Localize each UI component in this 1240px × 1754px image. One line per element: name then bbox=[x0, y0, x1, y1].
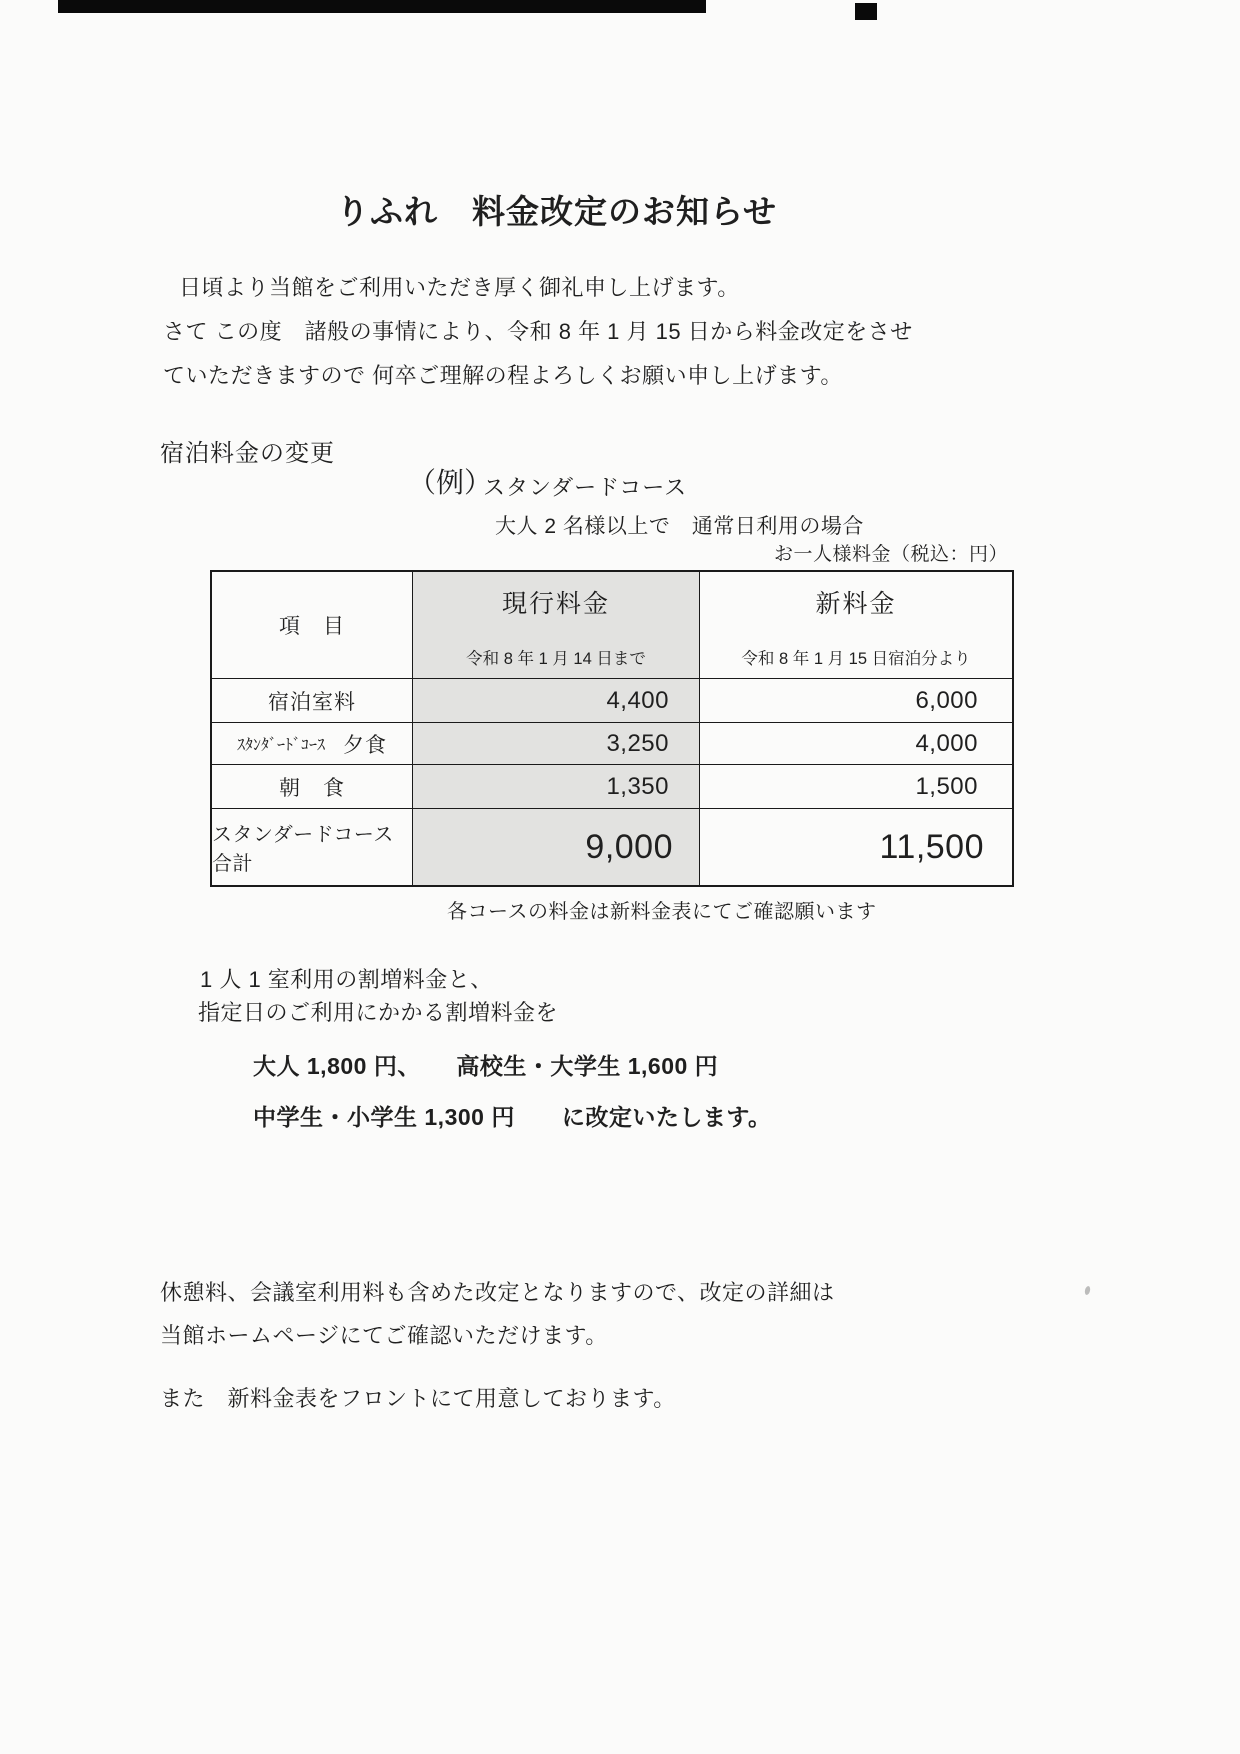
table-header-item-label: 項 目 bbox=[279, 615, 345, 638]
breakfast-item-label: 朝 食 bbox=[279, 776, 345, 800]
footer-note-line-2: 当館ホームページにてご確認いただけます。 bbox=[160, 1323, 608, 1348]
table-header-current bbox=[413, 572, 700, 679]
table-row-total-new: 11,500 bbox=[879, 827, 984, 866]
table-header-item bbox=[212, 572, 413, 679]
price-table bbox=[210, 570, 1014, 887]
intro-line-2: さて この度 諸般の事情により、令和 8 年 1 月 15 日から料金改定をさせ bbox=[163, 319, 913, 344]
dinner-item-label: 夕食 bbox=[343, 733, 387, 757]
table-row-breakfast-item bbox=[212, 765, 413, 809]
table-header-current-period: 令和 8 年 1 月 14 日まで bbox=[466, 650, 646, 668]
footer-note-line-3: また 新料金表をフロントにて用意しております。 bbox=[160, 1386, 676, 1411]
table-row-dinner-new: 4,000 bbox=[700, 723, 1012, 765]
scan-artifact-mark bbox=[855, 3, 877, 20]
table-row-room-new: 6,000 bbox=[700, 679, 1012, 723]
table-row-total-item bbox=[212, 809, 413, 885]
surcharge-line-2: 指定日のご利用にかかる割増料金を bbox=[198, 1000, 559, 1025]
table-header-current-label: 現行料金 bbox=[501, 590, 610, 618]
footer-note-line-1: 休憩料、会議室利用料も含めた改定となりますので、改定の詳細は bbox=[160, 1280, 835, 1305]
scan-speck bbox=[1084, 1286, 1091, 1296]
table-row-breakfast-new: 1,500 bbox=[700, 765, 1012, 809]
table-header-new-period: 令和 8 年 1 月 15 日宿泊分より bbox=[741, 650, 971, 668]
table-row-room-current: 4,400 bbox=[413, 679, 700, 723]
price-unit-note: お一人様料金（税込：円） bbox=[773, 544, 1008, 565]
section-heading: 宿泊料金の変更 bbox=[160, 440, 335, 467]
intro-line-1: 日頃より当館をご利用いただき厚く御礼申し上げます。 bbox=[179, 275, 740, 300]
table-row-room-item bbox=[212, 679, 413, 723]
example-course-name: スタンダードコース bbox=[483, 475, 688, 500]
scan-artifact-bar bbox=[58, 0, 706, 13]
example-condition: 大人 2 名様以上で 通常日利用の場合 bbox=[495, 515, 864, 538]
table-row-dinner-item bbox=[212, 723, 413, 765]
surcharge-line-1: 1 人 1 室利用の割増料金と、 bbox=[200, 967, 493, 992]
notice-title: りふれ 料金改定のお知らせ bbox=[336, 193, 778, 230]
intro-line-3: ていただきますので 何卒ご理解の程よろしくお願い申し上げます。 bbox=[163, 363, 843, 388]
table-row-dinner-current: 3,250 bbox=[413, 723, 700, 765]
table-row-breakfast-current: 1,350 bbox=[413, 765, 700, 809]
table-header-new-label: 新料金 bbox=[815, 590, 897, 618]
dinner-item-course-prefix: ｽﾀﾝﾀﾞｰﾄﾞｺｰｽ bbox=[236, 737, 325, 754]
table-row-total-current: 9,000 bbox=[413, 809, 700, 885]
room-item-label: 宿泊室料 bbox=[268, 690, 356, 714]
intro-paragraph bbox=[163, 266, 913, 398]
example-label: （例） bbox=[408, 467, 493, 498]
total-item-label: スタンダードコース合計 bbox=[212, 824, 394, 875]
table-header-new bbox=[700, 572, 1012, 679]
surcharge-rates-line-1: 大人 1,800 円、 高校生・大学生 1,600 円 bbox=[253, 1053, 719, 1079]
table-note: 各コースの料金は新料金表にてご確認願います bbox=[447, 901, 877, 923]
surcharge-rates-line-2: 中学生・小学生 1,300 円 に改定いたします。 bbox=[253, 1104, 772, 1130]
